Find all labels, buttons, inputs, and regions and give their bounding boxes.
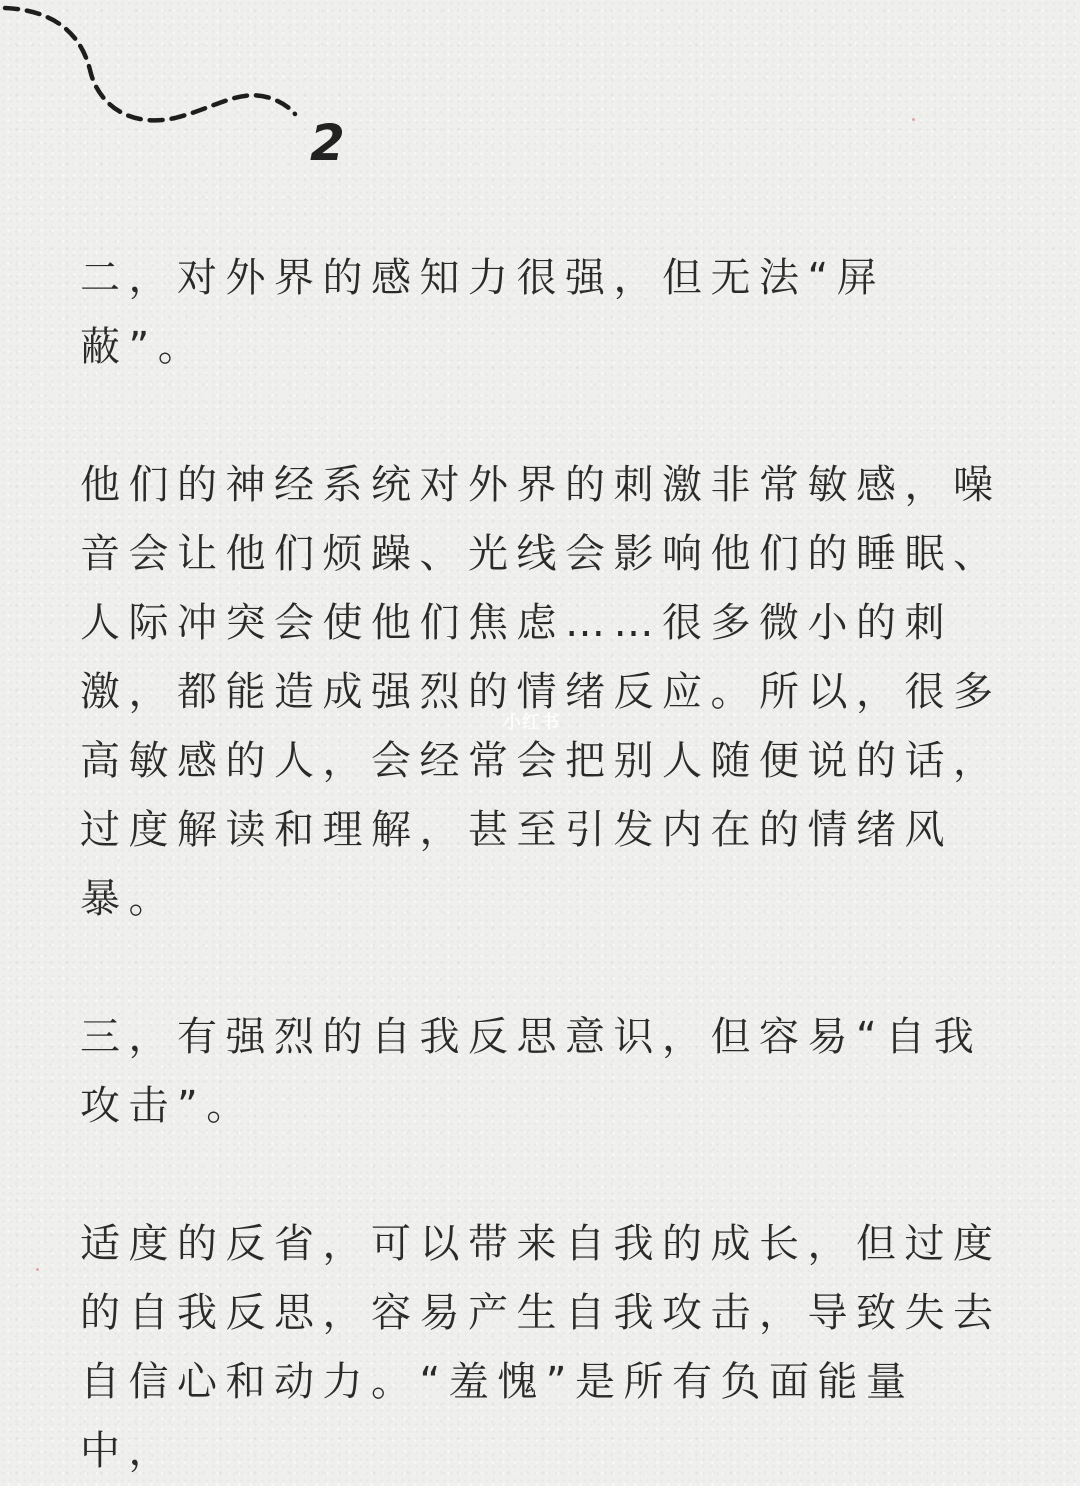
paper-speck [912,118,915,121]
article-body [80,244,1005,1486]
page-number: 2 [310,114,345,172]
dashed-curve-icon [0,0,320,140]
section-heading-three: 三，有强烈的自我反思意识，但容易“自我攻击”。 [80,1014,983,1129]
section-body-two: 他们的神经系统对外界的刺激非常敏感，噪音会让他们烦躁、光线会影响他们的睡眠、人际冲突会使他们焦虑……很多微小的刺激，都能造成强烈的情绪反应。所以，很多高敏感的人，会经常会把别人随便说的话，过度解读和理解，甚至引发内在的情绪风暴。 [80,462,1002,922]
watermark-logo: 小红书 [503,712,560,733]
paper-speck [36,1268,39,1271]
section-body-three: 适度的反省，可以带来自我的成长，但过度的自我反思，容易产生自我攻击，导致失去自信心和动力。“羞愧”是所有负面能量中， [80,1221,1002,1474]
section-heading-two: 二，对外界的感知力很强，但无法“屏蔽”。 [80,255,886,370]
